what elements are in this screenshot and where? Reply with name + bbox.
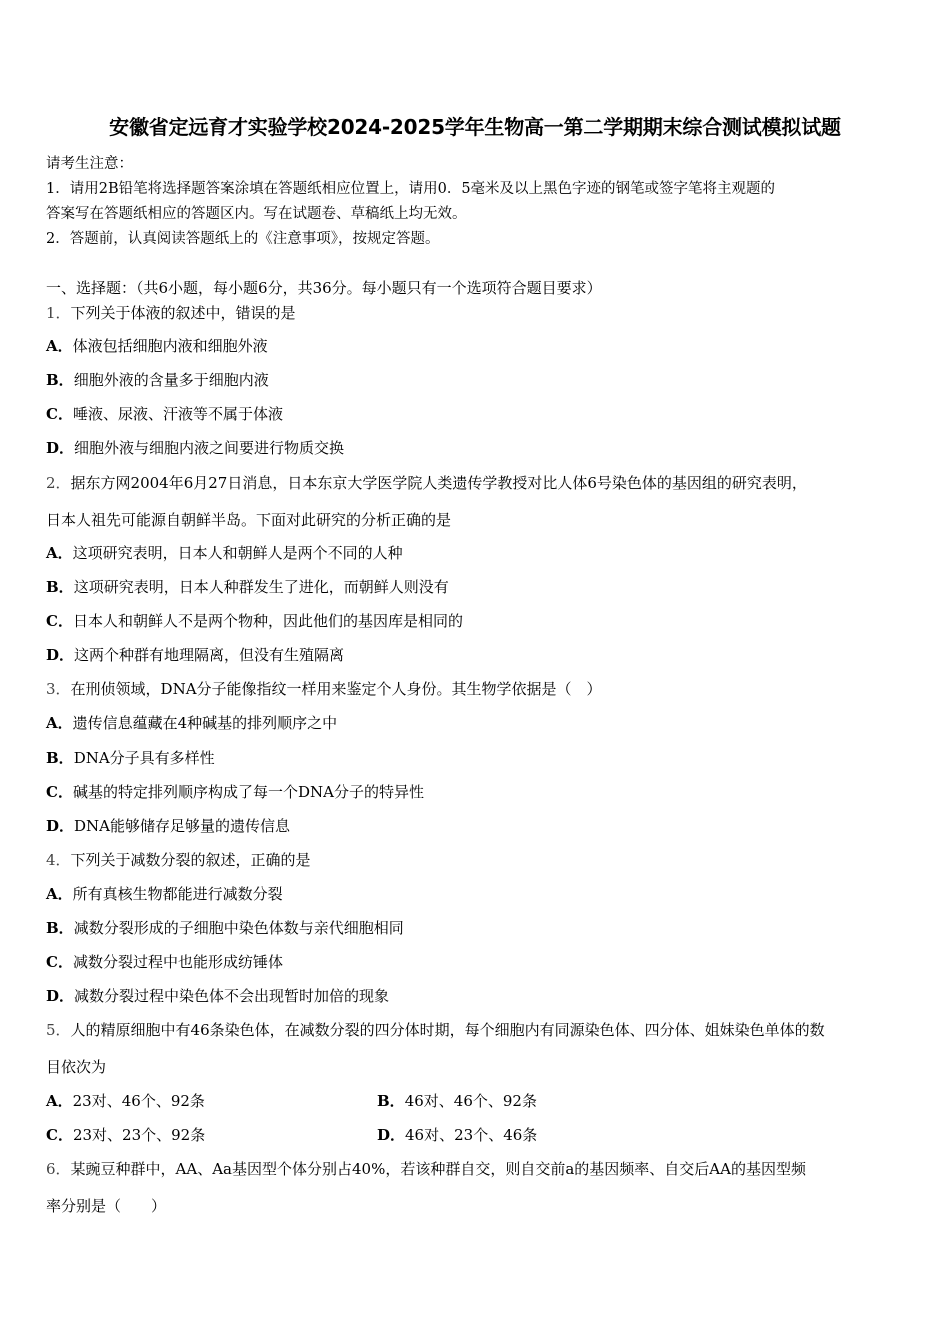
option-label: D． (46, 987, 75, 1005)
question-5-stem-1 (46, 1019, 825, 1040)
option-text: DNA分子具有多样性 (73, 749, 215, 767)
question-2-option-a (46, 542, 403, 563)
option-text: 日本人和朝鲜人不是两个物种，因此他们的基因库是相同的 (72, 612, 463, 630)
option-text: 减数分裂形成的子细胞中染色体数与亲代细胞相同 (73, 919, 404, 937)
question-5-stem-2: 目依次为 (46, 1058, 107, 1076)
option-text: 细胞外液的含量多于细胞内液 (73, 371, 269, 389)
question-3-option-c (46, 781, 424, 802)
option-label: C． (46, 405, 73, 423)
question-4-option-a (46, 883, 283, 904)
notice-line-2: 2．答题前，认真阅读答题纸上的《注意事项》，按规定答题。 (46, 231, 440, 247)
option-label: A． (46, 1092, 73, 1110)
question-text: 下列关于减数分裂的叙述，正确的是 (70, 851, 311, 869)
option-label: D． (377, 1126, 406, 1144)
question-1-option-b (46, 369, 269, 390)
question-6-stem-1 (46, 1158, 806, 1179)
option-text: 碱基的特定排列顺序构成了每一个DNA分子的特异性 (72, 783, 424, 801)
option-text: 46对、23个、46条 (405, 1126, 538, 1144)
question-3-stem (46, 678, 602, 699)
question-2-stem-1 (46, 472, 807, 493)
option-text: 遗传信息蕴藏在4种碱基的排列顺序之中 (72, 714, 338, 732)
question-number: 4． (46, 851, 71, 869)
option-label: A． (46, 337, 73, 355)
option-text: 唾液、尿液、汗液等不属于体液 (72, 405, 283, 423)
question-5-option-b (377, 1090, 537, 1111)
option-text: 46对、46个、92条 (404, 1092, 537, 1110)
question-number: 1． (46, 304, 71, 322)
option-label: C． (46, 612, 73, 630)
option-label: C． (46, 783, 73, 801)
question-2-option-d (46, 644, 344, 665)
option-text: 这项研究表明，日本人和朝鲜人是两个不同的人种 (72, 544, 403, 562)
question-2-option-b (46, 576, 449, 597)
question-text: 某豌豆种群中，AA、Aa基因型个体分别占40%，若该种群自交，则自交前a的基因频率、自交后AA的基因型频 (70, 1160, 806, 1178)
question-text: 人的精原细胞中有46条染色体，在减数分裂的四分体时期，每个细胞内有同源染色体、四分体、姐妹染色单体的数 (70, 1021, 825, 1039)
option-label: C． (46, 1126, 73, 1144)
option-label: A． (46, 544, 73, 562)
option-text: 23对、23个、92条 (72, 1126, 206, 1144)
option-label: B． (46, 919, 74, 937)
notice-line-1b: 答案写在答题纸相应的答题区内。写在试题卷、草稿纸上均无效。 (46, 206, 467, 222)
question-6-stem-2: 率分别是（ ） (46, 1197, 167, 1215)
option-text: 细胞外液与细胞内液之间要进行物质交换 (74, 439, 345, 457)
option-text: 这两个种群有地理隔离，但没有生殖隔离 (74, 646, 345, 664)
option-label: A． (46, 714, 73, 732)
question-3-option-a (46, 712, 337, 733)
option-text: 所有真核生物都能进行减数分裂 (72, 885, 283, 903)
option-text: 23对、46个、92条 (72, 1092, 205, 1110)
option-label: B． (46, 749, 74, 767)
option-label: D． (46, 817, 75, 835)
section-heading: 一、选择题：（共6小题，每小题6分，共36分。每小题只有一个选项符合题目要求） (46, 279, 602, 297)
option-text: 这项研究表明，日本人种群发生了进化，而朝鲜人则没有 (73, 578, 449, 596)
option-text: 体液包括细胞内液和细胞外液 (72, 337, 268, 355)
question-1-option-c (46, 403, 283, 424)
question-5-option-c (46, 1124, 205, 1145)
question-3-option-d (46, 815, 290, 836)
option-label: D． (46, 439, 75, 457)
question-text: 下列关于体液的叙述中，错误的是 (70, 304, 296, 322)
question-1-stem (46, 302, 296, 323)
option-label: B． (46, 371, 74, 389)
notice-header: 请考生注意： (46, 156, 133, 172)
question-2-stem-2: 日本人祖先可能源自朝鲜半岛。下面对此研究的分析正确的是 (46, 511, 452, 529)
option-label: A． (46, 885, 73, 903)
question-5-option-a (46, 1090, 205, 1111)
option-text: 减数分裂过程中也能形成纺锤体 (72, 953, 283, 971)
question-1-option-d (46, 437, 344, 458)
question-5-option-d (377, 1124, 537, 1145)
question-number: 5． (46, 1021, 71, 1039)
option-label: D． (46, 646, 75, 664)
question-4-option-b (46, 917, 404, 938)
question-text: 据东方网2004年6月27日消息，日本东京大学医学院人类遗传学教授对比人体6号染色体的基因组的研究表明， (70, 474, 807, 492)
question-1-option-a (46, 335, 268, 356)
question-2-option-c (46, 610, 463, 631)
question-number: 2． (46, 474, 71, 492)
question-4-option-c (46, 951, 283, 972)
question-number: 6． (46, 1160, 71, 1178)
option-text: DNA能够储存足够量的遗传信息 (74, 817, 291, 835)
question-4-stem (46, 849, 311, 870)
option-label: B． (377, 1092, 405, 1110)
option-label: B． (46, 578, 74, 596)
question-text: 在刑侦领域，DNA分子能像指纹一样用来鉴定个人身份。其生物学依据是（ ） (70, 680, 602, 698)
page-title: 安徽省定远育才实验学校2024-2025学年生物高一第二学期期末综合测试模拟试题 (109, 115, 841, 139)
option-text: 减数分裂过程中染色体不会出现暂时加倍的现象 (74, 987, 390, 1005)
question-3-option-b (46, 747, 215, 768)
option-label: C． (46, 953, 73, 971)
question-number: 3． (46, 680, 71, 698)
question-4-option-d (46, 985, 389, 1006)
notice-line-1a: 1．请用2B铅笔将选择题答案涂填在答题纸相应位置上，请用0．5毫米及以上黑色字迹的钢笔或签字笔将主观题的 (46, 181, 776, 197)
